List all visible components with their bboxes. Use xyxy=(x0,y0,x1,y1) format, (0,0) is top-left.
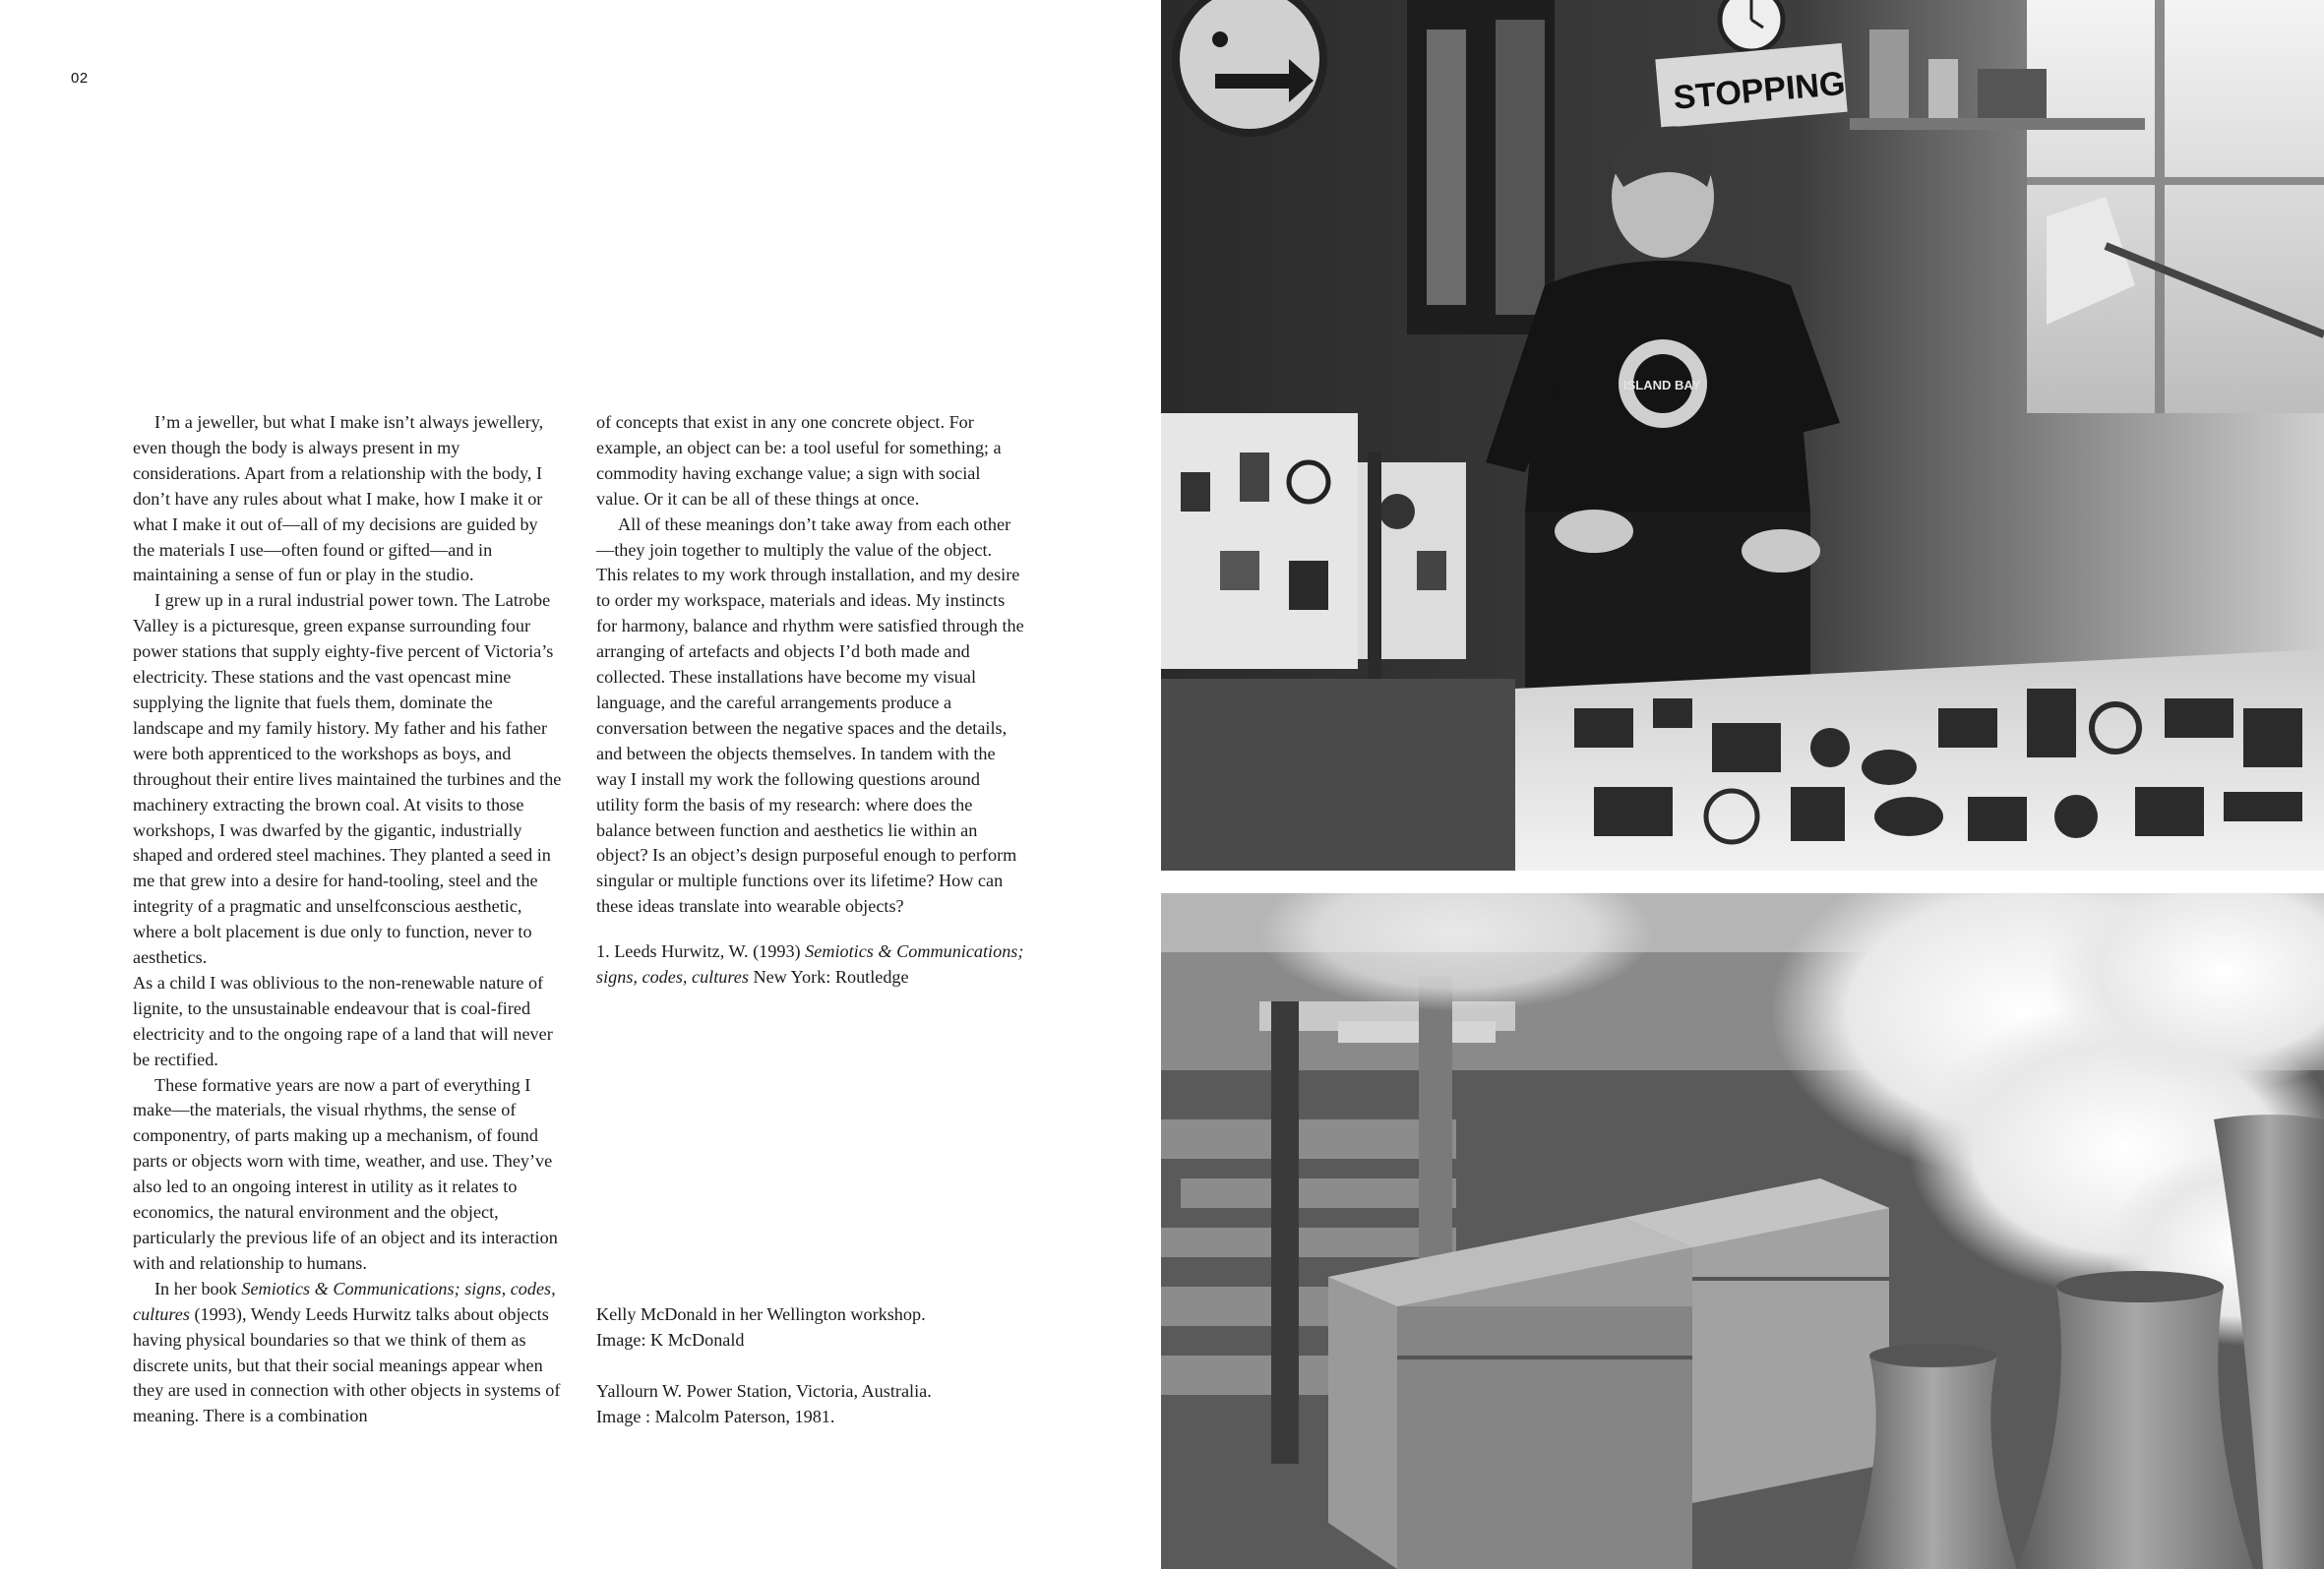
chimney xyxy=(1271,1001,1299,1464)
caption-credit: Image: K McDonald xyxy=(596,1329,745,1350)
text-run: 1. Leeds Hurwitz, W. (1993) xyxy=(596,941,806,962)
paragraph: As a child I was oblivious to the non-renewable nature of lignite, to the unsustainable endeavour that is coal-fired electricity and to the ongoing rape of a land that will never be rectified. xyxy=(133,972,553,1069)
paragraph: All of these meanings don’t take away from each other—they join together to multiply the value of the object. This relates to my work through installation, and my desire to order my workspace, materials and ideas. My instincts for harmony, balance and rhythm were satisfied through the arranging of artefacts and objects I’d both made and collected. These installations have become my visual language, and the careful arrangements produce a conversation between the negative spaces and the details, and between the objects themselves. In tandem with the way I install my work the following questions around utility form the basis of my research: where does the balance between function and aesthetics lie within an object? Is an object’s design purposeful enough to perform singular or multiple functions over its lifetime? How can these ideas translate into wearable objects? xyxy=(596,513,1024,917)
shirt-print-text: ISLAND BAY xyxy=(1623,378,1701,392)
text-run: In her book xyxy=(154,1278,242,1298)
stopping-sign-text: STOPPING xyxy=(1672,64,1847,117)
power-station-illustration xyxy=(1161,893,2324,1569)
caption-power-station xyxy=(596,1379,1026,1430)
power-station-photo xyxy=(1161,893,2324,1569)
book-title: Semiotics & Communications; signs, codes, cultures xyxy=(596,941,1024,988)
paragraph: I’m a jeweller, but what I make isn’t always jewellery, even though the body is always present in my considerations. Apart from a relationship with the body, I don’t have any rules about what I make, how I make it or what I make it out of—all of my decisions are guided by the materials I use—often found or gifted—and in maintaining a sense of fun or play in the studio. xyxy=(133,412,544,585)
cooling-tower xyxy=(1850,1349,2017,1569)
workshop-illustration xyxy=(1161,0,2324,871)
caption-text: Kelly McDonald in her Wellington workshop. xyxy=(596,1304,926,1324)
caption-credit: Image : Malcolm Paterson, 1981. xyxy=(596,1406,835,1426)
text-column-right xyxy=(596,410,1026,991)
workshop-photo xyxy=(1161,0,2324,871)
photo-captions xyxy=(596,1302,1026,1430)
caption-workshop xyxy=(596,1302,1026,1354)
text-run: New York: Routledge xyxy=(748,967,909,988)
paragraph: of concepts that exist in any one concrete object. For example, an object can be: a tool useful for something; a commodity having exchange value; a sign with social value. Or it can be all of these things at once. xyxy=(596,412,1002,509)
paragraph xyxy=(133,1277,563,1429)
page-number: 02 xyxy=(71,70,89,87)
text-column-left xyxy=(133,410,563,1429)
caption-text: Yallourn W. Power Station, Victoria, Australia. xyxy=(596,1380,932,1401)
footnote xyxy=(596,939,1026,991)
paragraph: I grew up in a rural industrial power town. The Latrobe Valley is a picturesque, green expanse surrounding four power stations that supply eighty-five percent of Victoria’s electricity. These stations and the vast opencast mine supplying the lignite that fuels them, dominate the landscape and my family history. My father and his father were both apprenticed to the workshops as boys, and throughout their entire lives maintained the turbines and the machinery extracting the brown coal. At visits to those workshops, I was dwarfed by the gigantic, industrially shaped and ordered steel machines. They planted a seed in me that grew into a desire for hand-tooling, steel and the integrity of a pragmatic and unselfconscious aesthetic, where a bolt placement is due only to function, never to aesthetics. xyxy=(133,590,562,968)
road-sign xyxy=(1176,0,1323,133)
text-run: (1993), Wendy Leeds Hurwitz talks about objects having physical boundaries so that we think of them as discrete units, but that their social meanings appear when they are used in connection with other objects in systems of meaning. There is a combination xyxy=(133,1303,561,1426)
paragraph: These formative years are now a part of everything I make—the materials, the visual rhythms, the sense of componentry, of parts making up a mechanism, of found parts or objects worn with time, weather, and use. They’ve also led to an ongoing interest in utility as it relates to economics, the natural environment and the object, particularly the previous life of an object and its interaction with and relationship to humans. xyxy=(133,1074,558,1273)
book-title: Semiotics & Communications; signs, codes, cultures xyxy=(133,1278,556,1324)
